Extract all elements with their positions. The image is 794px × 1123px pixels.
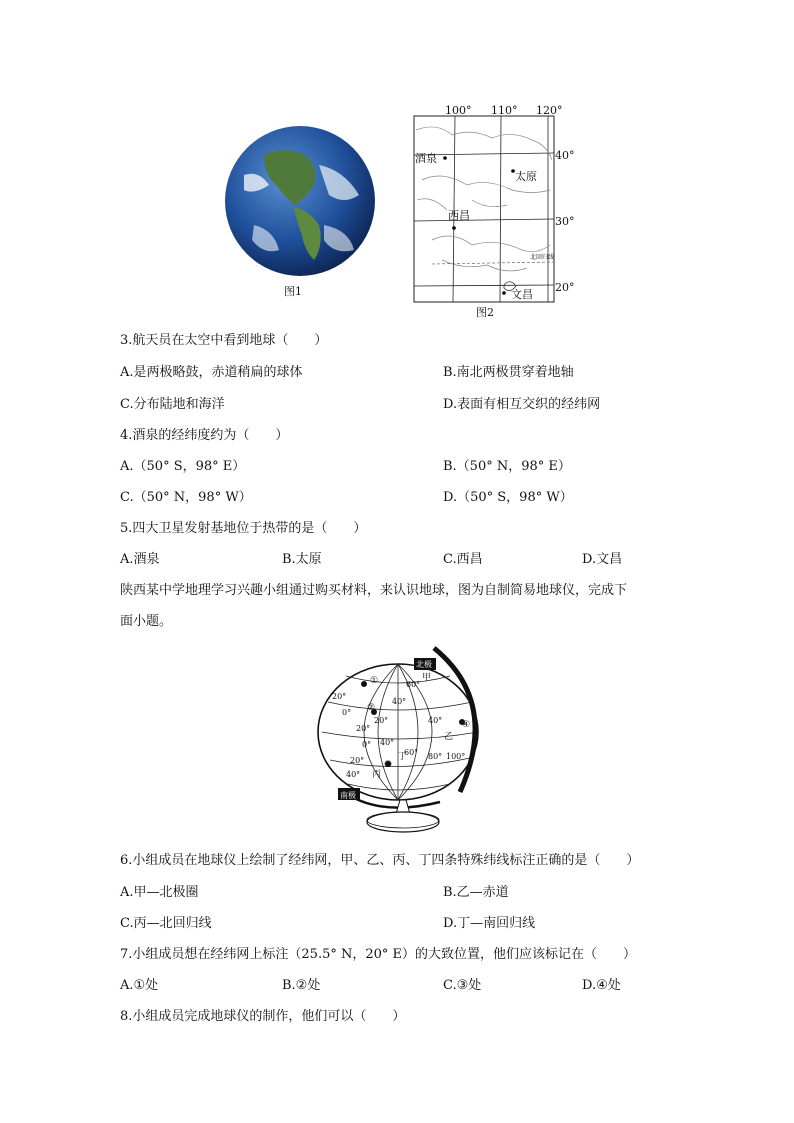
map-lat-40: 40° bbox=[555, 149, 575, 162]
china-map bbox=[412, 100, 562, 310]
globe-line-ding: 丁 bbox=[398, 752, 408, 762]
globe-degree-13: 100° bbox=[446, 752, 466, 761]
q3-stem: 3.航天员在太空中看到地球（ ） bbox=[120, 333, 328, 348]
map-lat-20: 20° bbox=[555, 281, 575, 294]
city-jiuquan: 酒泉 bbox=[415, 152, 437, 165]
q5-option-c: C.西昌 bbox=[443, 552, 483, 567]
q4-option-d: D.（50° S，98° W） bbox=[443, 490, 573, 505]
globe-south-pole: 南极 bbox=[340, 791, 356, 800]
globe-line-jia: 甲 bbox=[422, 673, 432, 683]
q7-option-a: A.①处 bbox=[120, 978, 159, 993]
map-lon-100: 100° bbox=[445, 104, 472, 117]
globe-degree-8: 0° bbox=[362, 740, 372, 749]
q6-option-b: B.乙—赤道 bbox=[443, 885, 509, 900]
q6-stem: 6.小组成员在地球仪上绘制了经纬网，甲、乙、丙、丁四条特殊纬线标注正确的是（ ） bbox=[120, 853, 640, 868]
globe-marker-3: ③ bbox=[384, 760, 393, 770]
q3-option-a: A.是两极略鼓，赤道稍扁的球体 bbox=[120, 365, 303, 380]
globe-degree-7: 20° bbox=[356, 724, 371, 733]
tropic-label: 北回归线 bbox=[530, 254, 555, 261]
globe-line-yi: 乙 bbox=[444, 732, 454, 742]
q5-option-a: A.酒泉 bbox=[120, 552, 160, 567]
intro-line1: 陕西某中学地理学习兴趣小组通过购买材料，来认识地球，图为自制简易地球仪，完成下 bbox=[120, 583, 628, 598]
city-xichang: 西昌 bbox=[448, 209, 470, 222]
globe-north-pole: 北极 bbox=[416, 660, 432, 669]
q6-option-d: D.丁—南回归线 bbox=[443, 916, 536, 931]
q4-option-c: C.（50° N，98° W） bbox=[120, 490, 252, 505]
globe-degree-1: 60° bbox=[406, 680, 421, 689]
q6-option-a: A.甲—北极圈 bbox=[120, 885, 199, 900]
city-wenchang: 文昌 bbox=[511, 288, 533, 301]
intro-line2: 面小题。 bbox=[120, 614, 173, 629]
map-lon-110: 110° bbox=[491, 104, 518, 117]
q3-option-b: B.南北两极贯穿着地轴 bbox=[443, 365, 574, 380]
q4-option-b: B.（50° N，98° E） bbox=[443, 459, 571, 474]
globe-degree-3: 20° bbox=[332, 692, 347, 701]
globe-degree-12: 80° bbox=[428, 752, 443, 761]
q6-option-c: C.丙—北回归线 bbox=[120, 916, 212, 931]
globe-figure bbox=[310, 642, 500, 838]
globe-marker-1: ① bbox=[370, 676, 379, 686]
figure2-caption: 图2 bbox=[476, 306, 494, 319]
globe-marker-2: ② bbox=[367, 703, 376, 713]
q7-option-c: C.③处 bbox=[443, 978, 482, 993]
q4-option-a: A.（50° S，98° E） bbox=[120, 459, 246, 474]
globe-degree-11: 60° bbox=[404, 748, 419, 757]
q7-option-d: D.④处 bbox=[582, 978, 621, 993]
globe-line-bing: 丙 bbox=[372, 770, 382, 780]
globe-degree-9: 20° bbox=[350, 756, 365, 765]
map-lat-30: 30° bbox=[555, 215, 575, 228]
q7-option-b: B.②处 bbox=[282, 978, 321, 993]
globe-degree-2: 40° bbox=[392, 697, 407, 706]
globe-degree-14: 40° bbox=[346, 770, 361, 779]
q7-stem: 7.小组成员想在经纬网上标注（25.5° N，20° E）的大致位置，他们应该标记在（ ） bbox=[120, 947, 637, 962]
q3-option-c: C.分布陆地和海洋 bbox=[120, 397, 225, 412]
map-lon-120: 120° bbox=[536, 104, 563, 117]
q8-stem: 8.小组成员完成地球仪的制作，他们可以（ ） bbox=[120, 1009, 406, 1024]
city-taiyuan: 太原 bbox=[515, 170, 537, 183]
q3-option-d: D.表面有相互交织的经纬网 bbox=[443, 397, 601, 412]
q5-option-b: B.太原 bbox=[282, 552, 322, 567]
globe-degree-5: 20° bbox=[374, 716, 389, 725]
q5-option-d: D.文昌 bbox=[582, 552, 623, 567]
earth-image bbox=[224, 125, 376, 277]
globe-degree-4: 0° bbox=[342, 708, 352, 717]
globe-marker-4: ④ bbox=[462, 720, 471, 730]
q4-stem: 4.酒泉的经纬度约为（ ） bbox=[120, 428, 289, 443]
q5-stem: 5.四大卫星发射基地位于热带的是（ ） bbox=[120, 521, 367, 536]
globe-degree-10: 40° bbox=[380, 738, 395, 747]
figure1-caption: 图1 bbox=[284, 285, 302, 298]
globe-degree-6: 40° bbox=[428, 716, 443, 725]
